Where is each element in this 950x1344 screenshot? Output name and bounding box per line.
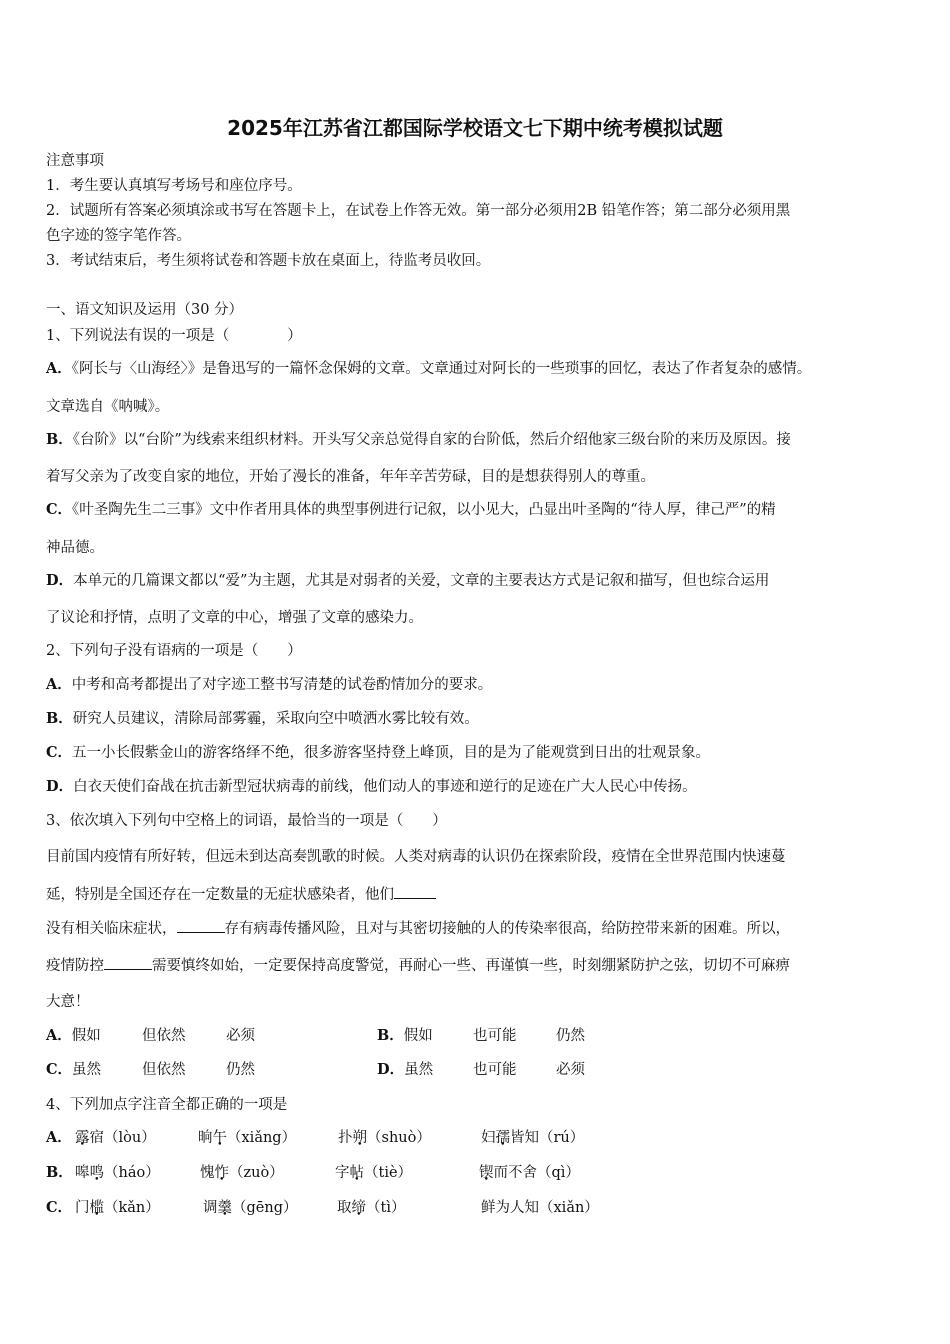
q2-option-b: B．研究人员建议，清除局部雾霾，采取向空中喷洒水雾比较有效。 <box>46 710 479 727</box>
q4-option-c-item-1: 门槛（kǎn） <box>75 1200 160 1216</box>
q4-option-a-item-4: 妇孺皆知（rú） <box>481 1130 585 1146</box>
q3-option-b-word-2: 也可能 <box>473 1028 517 1044</box>
q4-option-c-label: C． <box>46 1199 73 1216</box>
section-heading: 一、语文知识及运用（30 分） <box>46 302 244 318</box>
q4-option-b-item-1: 嗥鸣（háo） <box>75 1165 160 1181</box>
q1-option-c-cont: 神品德。 <box>46 540 104 556</box>
q2-option-a: A．中考和高考都提出了对字迹工整书写清楚的试卷酌情加分的要求。 <box>46 676 493 693</box>
q4-option-c-item-2: 调羹（gēng） <box>203 1200 298 1216</box>
q3-blank-3 <box>104 955 152 970</box>
q1-option-b: B．《台阶》以“台阶”为线索来组织材料。开头写父亲总觉得自家的台阶低，然后介绍他家三级台阶的来历及原因。接 <box>46 431 791 448</box>
q4-option-b-item-2: 愧怍（zuò） <box>200 1165 284 1181</box>
q3-passage-4: 疫情防控 需要慎终如始，一定要保持高度警觉，再耐心一些、再谨慎一些，时刻绷紧防护之弦，切切不可麻痹 <box>46 955 790 976</box>
q3-passage-1: 目前国内疫情有所好转，但远未到达高奏凯歌的时候。人类对病毒的认识仍在探索阶段，疫情在全世界范围内快速蔓 <box>46 849 786 865</box>
q4-option-c-item-4: 鲜为人知（xiǎn） <box>481 1200 599 1216</box>
q3-passage-3: 没有相关临床症状， 存有病毒传播风险，且对与其密切接触的人的传染率很高，给防控带来新的困难。所以， <box>46 918 790 939</box>
q3-option-c: C．虽然 <box>46 1061 102 1078</box>
notice-item-3: 3．考试结束后，考生须将试卷和答题卡放在桌面上，待监考员收回。 <box>46 253 491 269</box>
notice-item-1: 1．考生要认真填写考场号和座位序号。 <box>46 178 302 194</box>
q4-option-c-item-3: 取缔（tì） <box>337 1200 406 1216</box>
q2-option-c: C．五一小长假紫金山的游客络绎不绝，很多游客坚持登上峰顶，目的是为了能观赏到日出的壮观景象。 <box>46 744 711 761</box>
q3-passage-5: 大意！ <box>46 994 90 1010</box>
q1-option-b-cont: 着写父亲为了改变自家的地位，开始了漫长的准备，年年辛苦劳碌，目的是想获得别人的尊重。 <box>46 469 655 485</box>
q2-stem: 2、下列句子没有语病的一项是（ ） <box>46 643 302 659</box>
q3-stem: 3、依次填入下列句中空格上的词语，最恰当的一项是（ ） <box>46 813 447 829</box>
page-title: 2025年江苏省江都国际学校语文七下期中统考模拟试题 <box>227 116 723 140</box>
q4-option-b-item-4: 锲而不舍（qì） <box>479 1165 580 1181</box>
notice-item-2: 2．试题所有答案必须填涂或书写在答题卡上，在试卷上作答无效。第一部分必须用2B 铅笔作答；第二部分必须用黑 <box>46 203 791 219</box>
q3-option-a: A．假如 <box>46 1027 101 1044</box>
q1-option-d-cont: 了议论和抒情，点明了文章的中心，增强了文章的感染力。 <box>46 610 423 626</box>
q1-option-a-cont: 文章选自《呐喊》。 <box>46 399 170 415</box>
q3-option-b-word-3: 仍然 <box>556 1028 585 1044</box>
q3-option-d-word-2: 也可能 <box>473 1062 517 1078</box>
notice-heading: 注意事项 <box>46 153 104 169</box>
q3-passage-2: 延，特别是全国还存在一定数量的无症状感染者，他们 <box>46 884 436 905</box>
q3-option-d-word-3: 必须 <box>556 1062 585 1078</box>
q3-option-a-word-3: 必须 <box>226 1028 255 1044</box>
q4-stem: 4、下列加点字注音全都正确的一项是 <box>46 1097 288 1113</box>
q1-stem: 1、下列说法有误的一项是（ ） <box>46 328 302 344</box>
q4-option-b-item-3: 字帖（tiè） <box>335 1165 413 1181</box>
q4-option-b-label: B． <box>46 1164 73 1181</box>
q4-option-a-label: A． <box>46 1129 72 1146</box>
notice-item-2-cont: 色字迹的签字笔作答。 <box>46 228 191 244</box>
q4-option-a-item-1: 露宿（lòu） <box>75 1130 156 1146</box>
q3-option-b: B．假如 <box>377 1027 433 1044</box>
q1-option-d: D．本单元的几篇课文都以“爱”为主题，尤其是对弱者的关爱，文章的主要表达方式是记叙和描写，但也综合运用 <box>46 572 770 589</box>
q4-option-a-item-3: 扑朔（shuò） <box>338 1130 431 1146</box>
q4-option-a-item-2: 晌午（xiǎng） <box>198 1130 297 1146</box>
q3-option-d: D．虽然 <box>377 1061 434 1078</box>
q3-blank-1 <box>394 884 436 899</box>
q3-option-c-word-3: 仍然 <box>226 1062 255 1078</box>
q3-blank-2 <box>177 918 225 933</box>
q1-option-a: A．《阿长与〈山海经〉》是鲁迅写的一篇怀念保姆的文章。文章通过对阿长的一些琐事的回忆，表达了作者复杂的感情。 <box>46 360 812 377</box>
q1-option-c: C．《叶圣陶先生二三事》文中作者用具体的典型事例进行记叙，以小见大，凸显出叶圣陶的“待人厚，律己严”的精 <box>46 501 776 518</box>
q3-option-c-word-2: 但依然 <box>142 1062 186 1078</box>
q3-option-a-word-2: 但依然 <box>142 1028 186 1044</box>
q2-option-d: D．白衣天使们奋战在抗击新型冠状病毒的前线，他们动人的事迹和逆行的足迹在广大人民心中传扬。 <box>46 778 697 795</box>
